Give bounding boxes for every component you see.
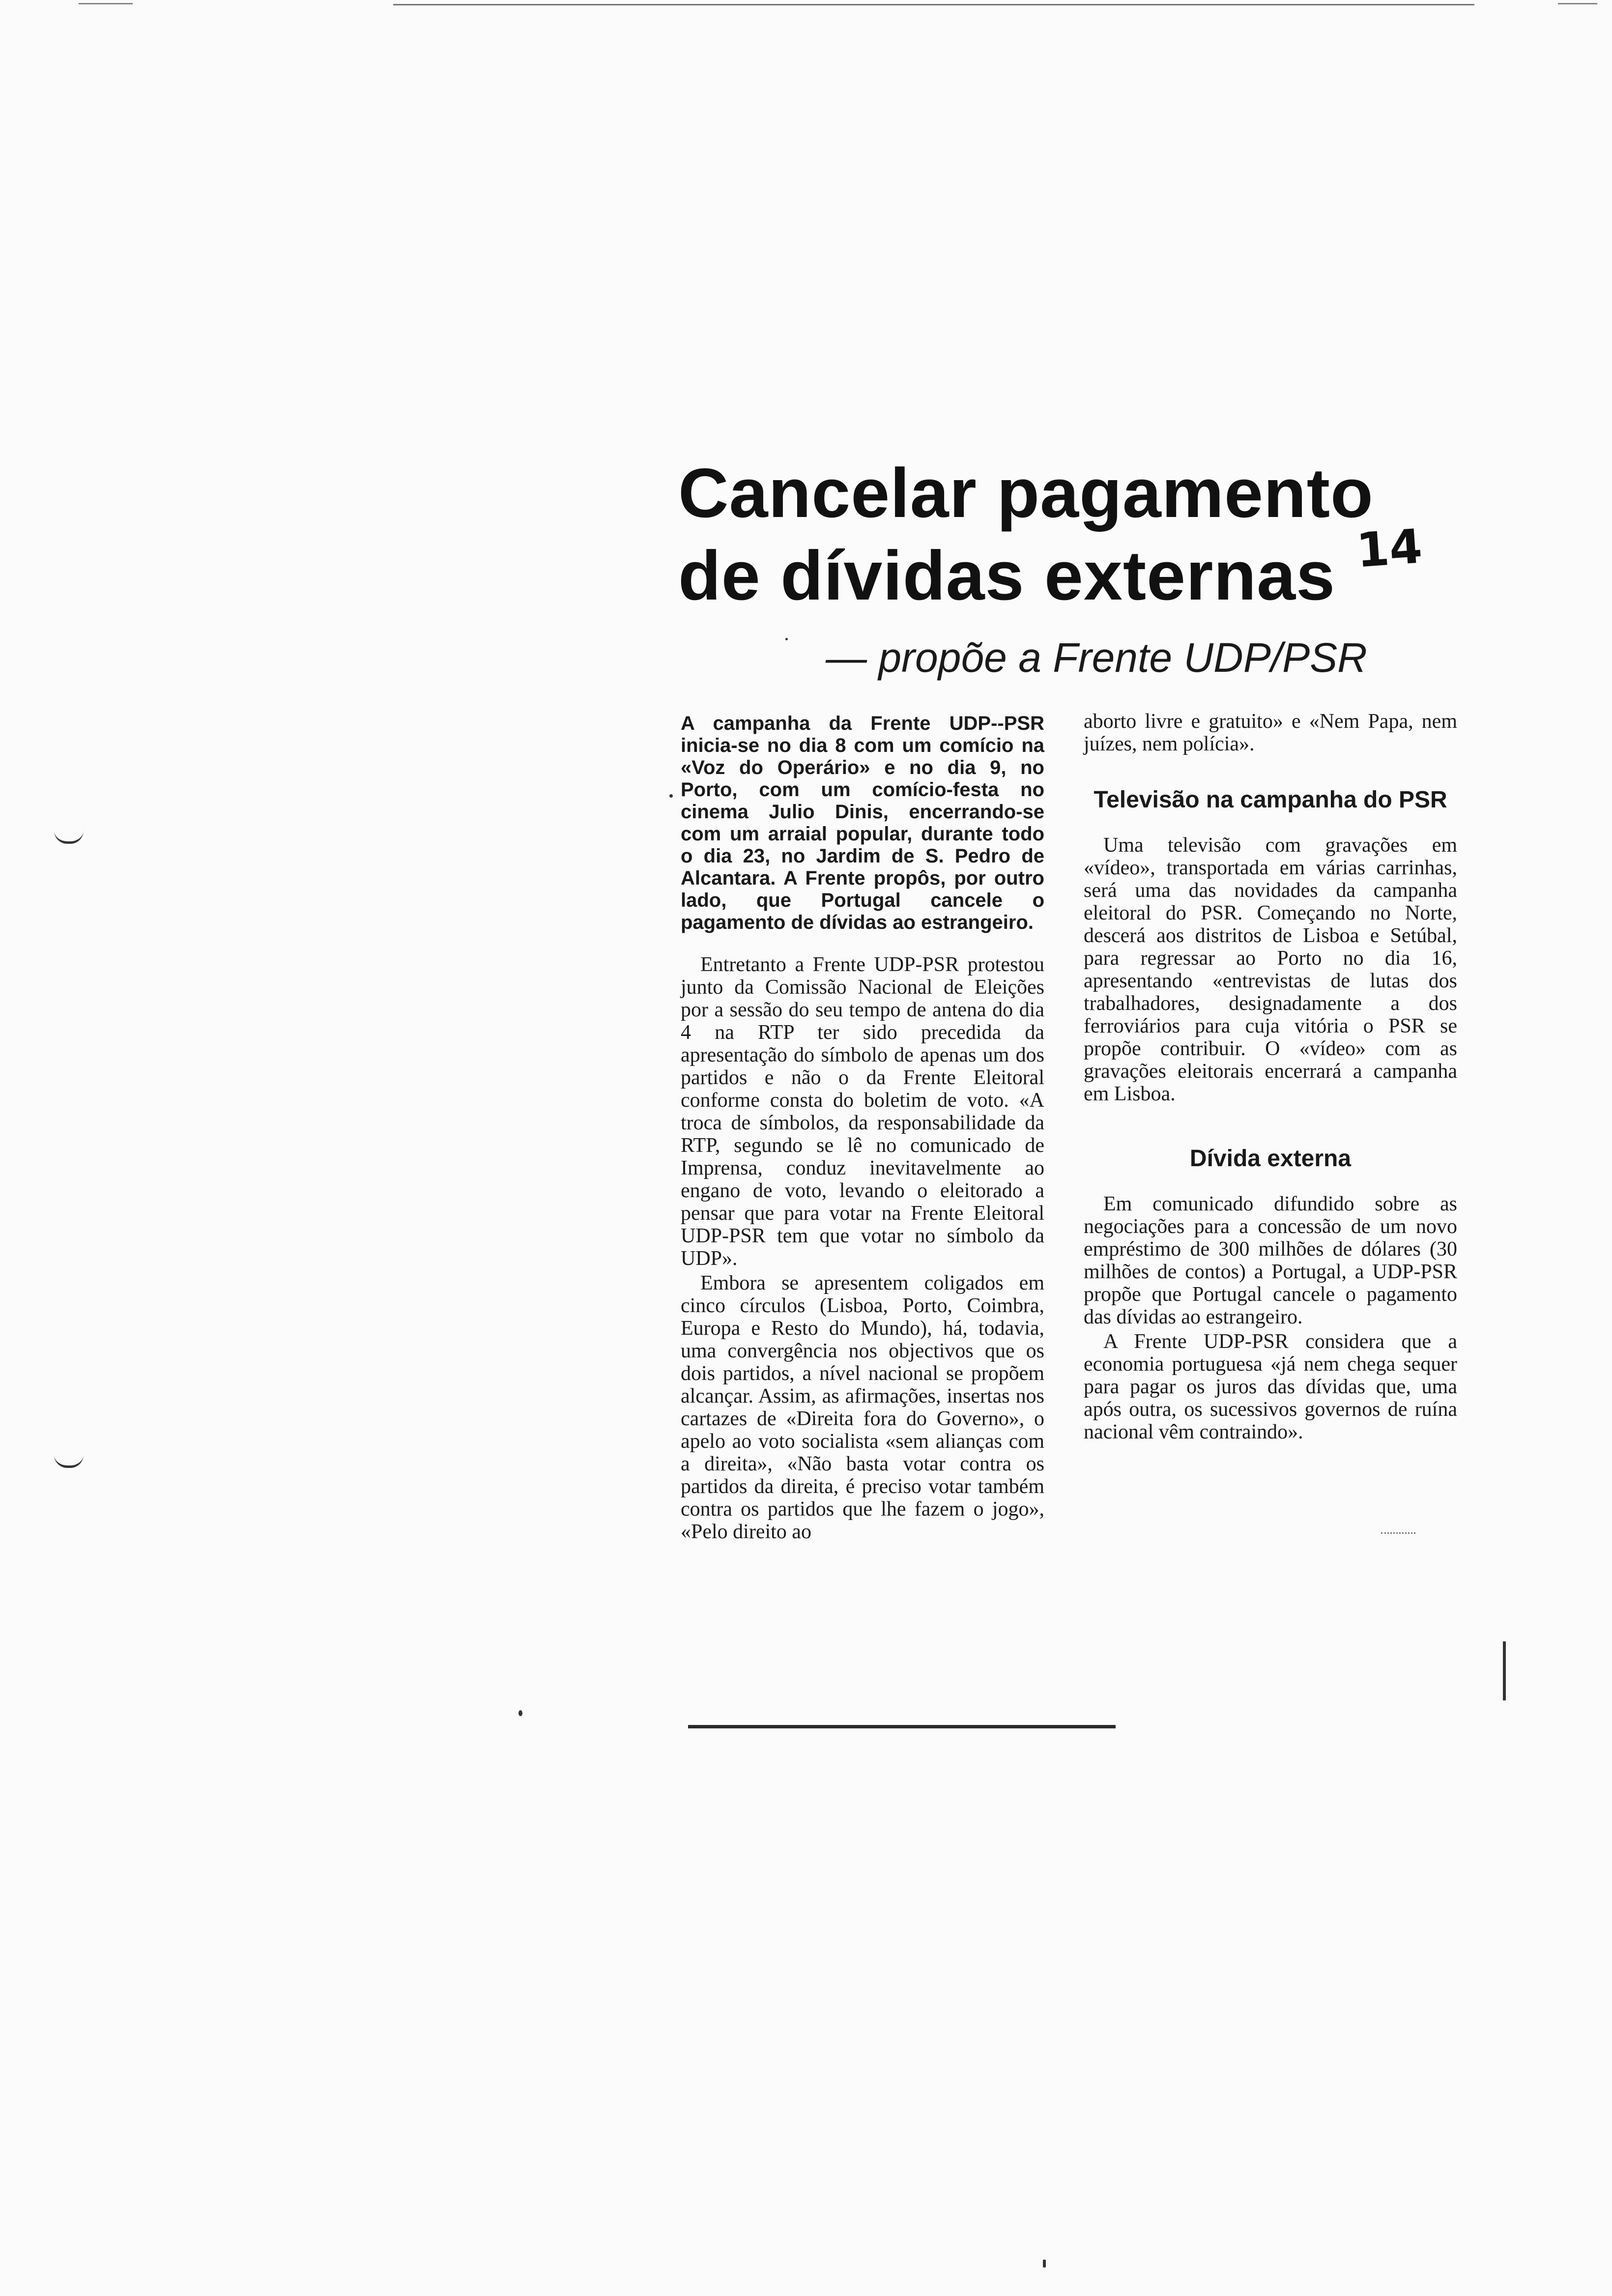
margin-mark <box>54 831 84 844</box>
scan-edge-line <box>393 4 1474 5</box>
bottom-rule <box>688 1725 1116 1728</box>
section-heading-external-debt: Dívida externa <box>1189 1146 1352 1172</box>
body-paragraph: Entretanto a Frente UDP-PSR protestou junto da Comissão Nacional de Eleições por a sessão do seu tempo de antena do dia 4 na RTP ter sido precedida da apresentação do símbolo de apenas um dos partidos e não o da Frente Eleitoral conforme consta do boletim de voto. «A troca de símbolos, da responsabilidade da RTP, segundo se lê no comunicado de Imprensa, conduz inevitavelmente ao engano de voto, levando o eleitorado a pensar que para votar na Frente Eleitoral UDP-PSR tem que votar no símbolo da UDP». <box>681 953 1044 1270</box>
headline-line-2: de dívidas externas <box>678 537 1336 615</box>
scan-speck <box>1043 2260 1046 2267</box>
scan-speck <box>669 794 673 798</box>
headline-line-1: Cancelar pagamento <box>678 454 1374 532</box>
lead-paragraph: A campanha da Frente UDP--PSR inicia-se no dia 8 com um comício na «Voz do Operário» e no dia 9, no Porto, com um comício-festa no cinema Julio Dinis, encerrando-se com um arraial popular, durante todo o dia 23, no Jardim de S. Pedro de Alcantara. A Frente propôs, por outro lado, que Portugal cancele o pagamento de dívidas ao estrangeiro. <box>681 713 1044 933</box>
margin-bar <box>1503 1641 1506 1700</box>
right-column <box>1084 710 1457 1443</box>
continued-paragraph: aborto livre e gratuito» e «Nem Papa, nem juízes, nem polícia». <box>1084 710 1457 755</box>
body-paragraph: Embora se apresentem coligados em cinco círculos (Lisboa, Porto, Coimbra, Europa e Resto do Mundo), há, todavia, uma convergência nos objectivos que os dois partidos, a nível nacional se propõem alcançar. Assim, as afirmações, insertas nos cartazes de «Direita fora do Governo», o apelo ao voto socialista «sem alianças com a direita», «Não basta votar contra os partidos da direita, é preciso votar também contra os partidos que lhe fazem o jogo», «Pelo direito ao <box>681 1272 1044 1543</box>
scan-dots <box>1381 1532 1415 1536</box>
subtitle: — propõe a Frente UDP/PSR <box>826 634 1367 681</box>
scan-speck <box>785 638 788 640</box>
margin-mark <box>54 1455 84 1468</box>
section-heading-television: Televisão na campanha do PSR <box>1094 787 1447 813</box>
body-paragraph: A Frente UDP-PSR considera que a economia portuguesa «já nem chega sequer para pagar os juros das dívidas que, uma após outra, os sucessivos governos de ruína nacional vêm contraindo». <box>1084 1330 1457 1443</box>
body-paragraph: Uma televisão com gravações em «vídeo», transportada em várias carrinhas, será uma das novidades da campanha eleitoral do PSR. Começando no Norte, descerá aos distritos de Lisboa e Setúbal, para regressar ao Porto no dia 16, apresentando «entrevistas de lutas dos trabalhadores, designadamente a dos ferroviários para cuja vitória o PSR se propõe contribuir. O «vídeo» com as gravações eleitorais encerrará a campanha em Lisboa. <box>1084 834 1457 1105</box>
handwritten-note: 14 <box>1354 518 1424 578</box>
headline <box>678 452 1440 617</box>
scan-edge-line <box>79 3 133 4</box>
body-paragraph: Em comunicado difundido sobre as negociações para a concessão de um novo empréstimo de 300 milhões de dólares (30 milhões de contos) a Portugal, a UDP-PSR propõe que Portugal cancele o pagamento das dívidas ao estrangeiro. <box>1084 1193 1457 1328</box>
scan-speck <box>518 1710 522 1716</box>
left-column <box>681 713 1044 1543</box>
scan-edge-line <box>1558 3 1597 4</box>
